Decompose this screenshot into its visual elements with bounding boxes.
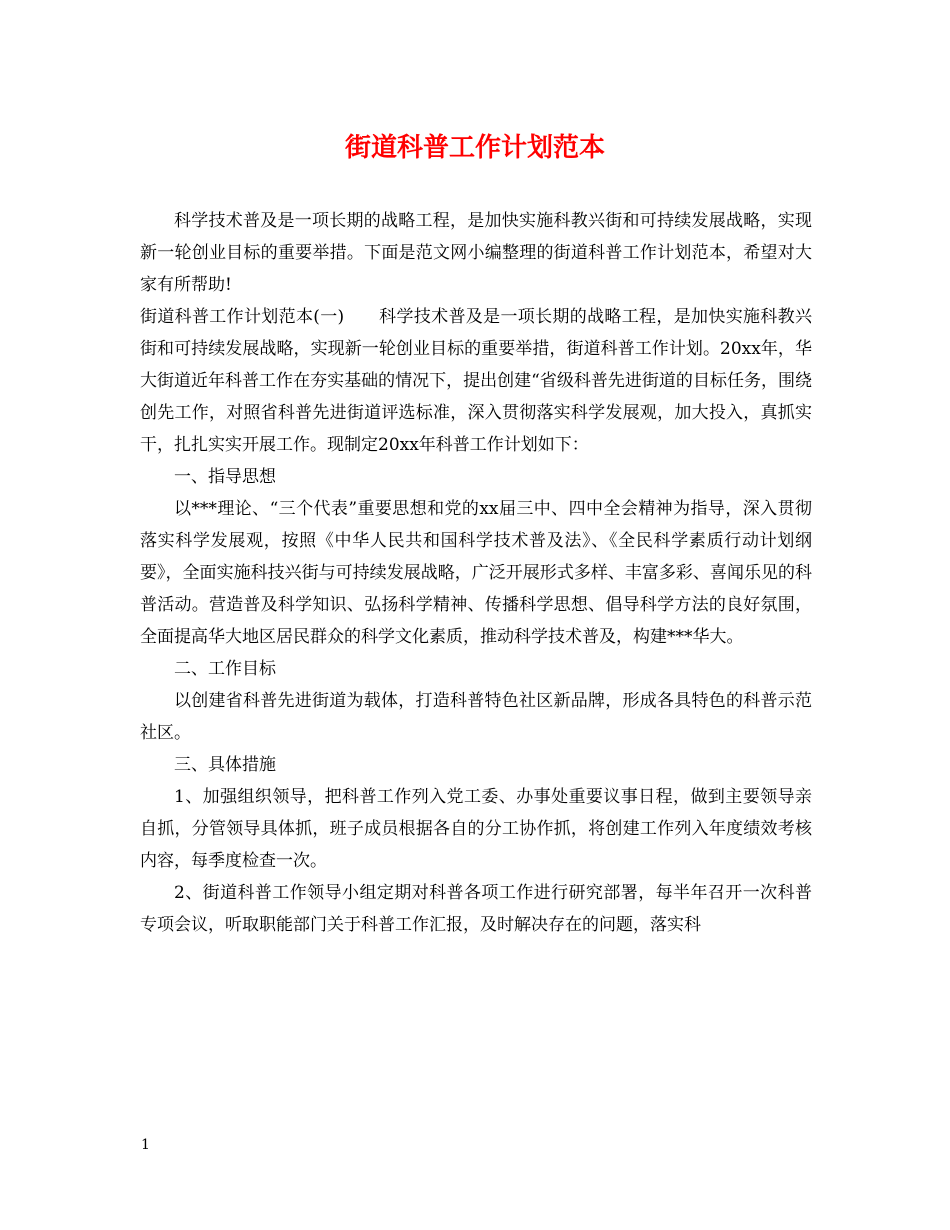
work-goals-paragraph: 以创建省科普先进街道为载体，打造科普特色社区新品牌，形成各具特色的科普示范社区。 xyxy=(140,691,812,743)
plan-one-paragraph: 街道科普工作计划范本(一) 科学技术普及是一项长期的战略工程，是加快实施科教兴街和可持续发展战略，实现新一轮创业目标的重要举措，街道科普工作计划。20xx年，华大街道近年科普工作在夯实基础的情况下，提出创建“省级科普先进街道的目标任务，围绕创先工作，对照省科普先进街道评选标准，深入贯彻落实科学发展观，加大投入，真抓实干，扎扎实实开展工作。现制定20xx年科普工作计划如下： xyxy=(140,307,812,455)
measure-two-paragraph: 2、街道科普工作领导小组定期对科普各项工作进行研究部署，每半年召开一次科普专项会议，听取职能部门关于科普工作汇报，及时解决存在的问题，落实科 xyxy=(140,883,812,935)
page-number: 1 xyxy=(141,1137,150,1153)
document-body xyxy=(140,205,812,941)
guiding-ideology-paragraph: 以***理论、“三个代表”重要思想和党的xx届三中、四中全会精神为指导，深入贯彻落实科学发展观，按照《中华人民共和国科学技术普及法》、《全民科学素质行动计划纲要》，全面实施科技兴街与可持续发展战略，广泛开展形式多样、丰富多彩、喜闻乐见的科普活动。营造普及科学知识、弘扬科学精神、传播科学思想、倡导科学方法的良好氛围，全面提高华大地区居民群众的科学文化素质，推动科学技术普及，构建***华大。 xyxy=(140,499,812,647)
intro-paragraph: 科学技术普及是一项长期的战略工程，是加快实施科教兴街和可持续发展战略，实现新一轮创业目标的重要举措。下面是范文网小编整理的街道科普工作计划范本，希望对大家有所帮助! xyxy=(140,211,812,295)
section-heading-work-goals: 二、工作目标 xyxy=(174,659,276,679)
section-heading-guiding-ideology: 一、指导思想 xyxy=(174,467,276,487)
section-heading-specific-measures: 三、具体措施 xyxy=(174,755,276,775)
measure-one-paragraph: 1、加强组织领导，把科普工作列入党工委、办事处重要议事日程，做到主要领导亲自抓，分管领导具体抓，班子成员根据各自的分工协作抓，将创建工作列入年度绩效考核内容，每季度检查一次。 xyxy=(140,787,812,871)
document-title: 街道科普工作计划范本 xyxy=(344,133,605,163)
